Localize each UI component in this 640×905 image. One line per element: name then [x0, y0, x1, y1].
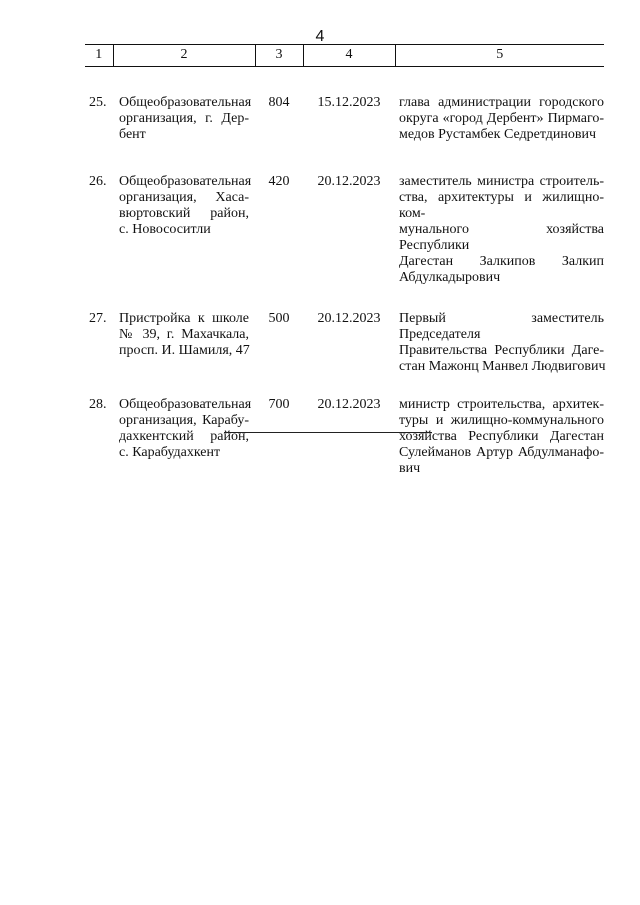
- table-row: [85, 145, 604, 286]
- date-cell: 20.12.2023: [317, 397, 381, 412]
- signatory-cell: [395, 375, 604, 477]
- signatory-line: медов Рустамбек Седретдинович: [399, 127, 596, 142]
- column-header: 2: [113, 45, 255, 67]
- signatory-line: туры и жилищно-коммунального: [399, 413, 604, 428]
- signatory-line: заместитель министра строитель-: [399, 174, 604, 189]
- data-table: [85, 44, 604, 477]
- amount-cell: 500: [268, 311, 290, 326]
- object-line: с. Карабудахкент: [119, 445, 221, 460]
- object-line: вюртовский район,: [119, 206, 249, 221]
- end-of-table-rule: [224, 432, 432, 433]
- object-cell: [113, 67, 255, 146]
- signatory-line: стан Мажонц Манвел Людвигович: [399, 359, 606, 374]
- signatory-cell: [395, 286, 604, 375]
- object-line: организация, Карабу-: [119, 413, 249, 428]
- signatory-line: Сулейманов Артур Абдулманафо-: [399, 445, 604, 460]
- object-line: бент: [119, 127, 146, 142]
- page-number: 4: [315, 28, 325, 45]
- object-line: Пристройка к школе: [119, 311, 249, 326]
- signatory-cell: [395, 145, 604, 286]
- object-line: дахкентский район,: [119, 429, 249, 444]
- signatory-line: Первый заместитель Председателя: [399, 311, 604, 342]
- object-line: просп. И. Шамиля, 47: [119, 343, 250, 358]
- object-line: Общеобразовательная: [119, 397, 252, 412]
- signatory-line: Абдулкадырович: [399, 270, 501, 285]
- table-row: [85, 67, 604, 146]
- table-row: [85, 286, 604, 375]
- amount-cell: 420: [268, 174, 290, 189]
- object-line: № 39, г. Махачкала,: [119, 327, 249, 342]
- signatory-line: министр строительства, архитек-: [399, 397, 604, 412]
- row-number: 26.: [89, 174, 107, 189]
- signatory-line: Правительства Республики Даге-: [399, 343, 604, 358]
- date-cell: 15.12.2023: [317, 95, 381, 110]
- row-number: 27.: [89, 311, 107, 326]
- column-header: 3: [255, 45, 303, 67]
- date-cell: 20.12.2023: [317, 174, 381, 189]
- object-line: с. Новососитли: [119, 222, 211, 237]
- object-cell: [113, 286, 255, 375]
- date-cell: 20.12.2023: [317, 311, 381, 326]
- amount-cell: 700: [268, 397, 290, 412]
- table-row: [85, 375, 604, 477]
- amount-cell: 804: [268, 95, 290, 110]
- object-cell: [113, 145, 255, 286]
- object-line: организация, г. Дер-: [119, 111, 249, 126]
- signatory-line: ства, архитектуры и жилищно-ком-: [399, 190, 604, 221]
- object-line: организация, Хаса-: [119, 190, 249, 205]
- table-header-row: [85, 45, 604, 67]
- signatory-line: глава администрации городского: [399, 95, 604, 110]
- row-number: 25.: [89, 95, 107, 110]
- object-cell: [113, 375, 255, 477]
- signatory-line: Дагестан Залкипов Залкип: [399, 254, 604, 269]
- row-number: 28.: [89, 397, 107, 412]
- signatory-cell: [395, 67, 604, 146]
- signatory-line: вич: [399, 461, 421, 476]
- column-header: 4: [303, 45, 395, 67]
- signatory-line: округа «город Дербент» Пирмаго-: [399, 111, 604, 126]
- object-line: Общеобразовательная: [119, 174, 252, 189]
- signatory-line: мунального хозяйства Республики: [399, 222, 604, 253]
- column-header: 5: [395, 45, 604, 67]
- signatory-line: хозяйства Республики Дагестан: [399, 429, 604, 444]
- object-line: Общеобразовательная: [119, 95, 252, 110]
- column-header: 1: [85, 45, 113, 67]
